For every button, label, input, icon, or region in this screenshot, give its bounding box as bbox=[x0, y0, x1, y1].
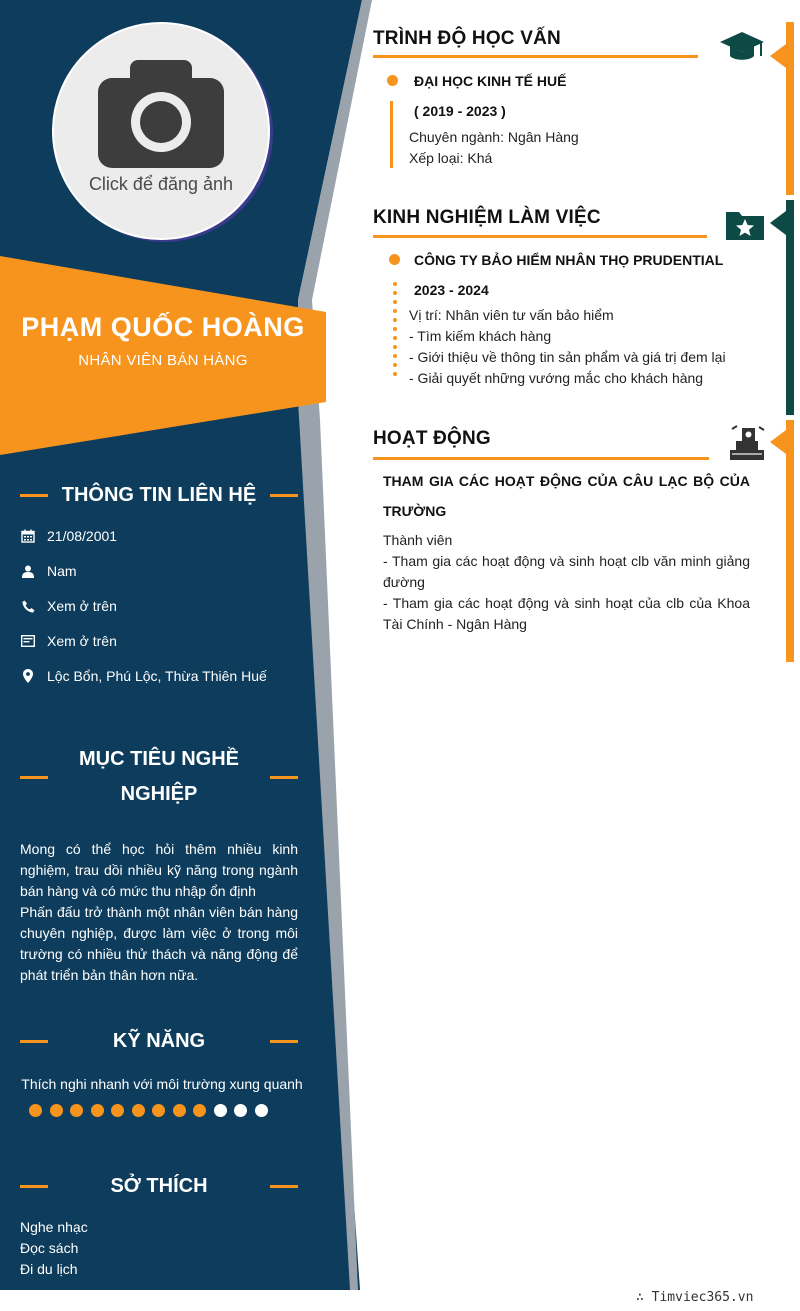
timeline-dot bbox=[393, 318, 397, 322]
location-icon bbox=[20, 668, 36, 684]
skill-dot bbox=[91, 1104, 104, 1117]
contact-gender bbox=[20, 563, 77, 579]
activity-entry bbox=[383, 466, 750, 635]
contact-address bbox=[20, 668, 267, 684]
phone-icon bbox=[20, 598, 36, 614]
job-title: NHÂN VIÊN BÁN HÀNG bbox=[78, 352, 248, 369]
objective-paragraph: Phấn đấu trở thành một nhân viên bán hàng chuyên nghiệp, được làm việc ở trong môi trường có nhiều thử thách và năng động để phát triển bản thân hơn nữa. bbox=[20, 904, 298, 983]
graduation-cap-icon bbox=[719, 30, 765, 64]
skill-dot bbox=[132, 1104, 145, 1117]
timeline-dots bbox=[393, 282, 397, 381]
calendar-icon bbox=[20, 528, 36, 544]
activity-role: Thành viên bbox=[383, 532, 453, 548]
career-objective bbox=[20, 839, 298, 986]
hobbies-heading-text: SỞ THÍCH bbox=[110, 1175, 208, 1197]
experience-line: Vị trí: Nhân viên tư vấn bảo hiểm bbox=[409, 307, 614, 323]
candidate-name: PHẠM QUỐC HOÀNG bbox=[21, 312, 305, 342]
heading-dash bbox=[270, 494, 298, 497]
heading-dash bbox=[270, 1185, 298, 1188]
brand-watermark: ∴ Timviec365.vn bbox=[636, 1290, 754, 1305]
experience-heading: KINH NGHIỆM LÀM VIỆC bbox=[373, 207, 601, 228]
heading-dash bbox=[20, 776, 48, 779]
activity-line: - Tham gia các hoạt động và sinh hoạt clb văn minh giảng đường bbox=[383, 553, 750, 590]
skill-dot bbox=[152, 1104, 165, 1117]
heading-dash bbox=[20, 1040, 48, 1043]
timeline-bullet bbox=[387, 75, 398, 86]
experience-period: 2023 - 2024 bbox=[414, 282, 489, 298]
timeline-line bbox=[390, 101, 393, 168]
contact-value: Xem ở trên bbox=[47, 633, 117, 649]
objective-paragraph: Mong có thể học hỏi thêm nhiều kinh nghiệm, trau dồi nhiều kỹ năng trong ngành bán hàng và có mức thu nhập ổn định bbox=[20, 841, 298, 899]
timeline-dot bbox=[393, 336, 397, 340]
school-name: ĐẠI HỌC KINH TẾ HUẾ bbox=[414, 73, 567, 89]
heading-dash bbox=[270, 776, 298, 779]
skill-name: Thích nghi nhanh với môi trường xung quanh bbox=[21, 1076, 303, 1092]
skills-heading bbox=[20, 1030, 298, 1053]
timeline-dot bbox=[393, 327, 397, 331]
education-grade: Xếp loại: Khá bbox=[409, 150, 493, 166]
contact-value: Nam bbox=[47, 563, 77, 579]
hobbies-list bbox=[20, 1217, 88, 1280]
timeline-dot bbox=[393, 291, 397, 295]
contact-birthday bbox=[20, 528, 117, 544]
timeline-dot bbox=[393, 300, 397, 304]
contact-heading-text: THÔNG TIN LIÊN HỆ bbox=[61, 484, 257, 506]
skill-dot bbox=[214, 1104, 227, 1117]
skill-dot bbox=[173, 1104, 186, 1117]
activities-heading: HOẠT ĐỘNG bbox=[373, 428, 491, 449]
skill-dot bbox=[29, 1104, 42, 1117]
user-icon bbox=[20, 563, 36, 579]
objective-heading-text: MỤC TIÊU NGHỀ NGHIỆP bbox=[79, 748, 239, 805]
skill-dot bbox=[255, 1104, 268, 1117]
heading-dash bbox=[20, 1185, 48, 1188]
objective-heading bbox=[20, 742, 298, 812]
contact-value: Xem ở trên bbox=[47, 598, 117, 614]
timeline-dot bbox=[393, 354, 397, 358]
section-underline bbox=[373, 55, 698, 58]
education-major: Chuyên ngành: Ngân Hàng bbox=[409, 129, 579, 145]
email-icon bbox=[20, 633, 36, 649]
skill-dot bbox=[111, 1104, 124, 1117]
contact-phone bbox=[20, 598, 117, 614]
heading-dash bbox=[20, 494, 48, 497]
section-underline bbox=[373, 235, 707, 238]
camera-icon bbox=[98, 58, 224, 168]
activity-line: - Tham gia các hoạt động và sinh hoạt của clb của Khoa Tài Chính - Ngân Hàng bbox=[383, 595, 750, 632]
education-period: ( 2019 - 2023 ) bbox=[414, 103, 506, 119]
experience-line: - Giới thiệu về thông tin sản phẩm và giá trị đem lại bbox=[409, 349, 726, 365]
podium-activity-icon bbox=[728, 424, 766, 462]
skills-heading-text: KỸ NĂNG bbox=[112, 1030, 206, 1052]
contact-email bbox=[20, 633, 117, 649]
section-underline bbox=[373, 457, 709, 460]
skill-dot bbox=[70, 1104, 83, 1117]
timeline-bullet bbox=[389, 254, 400, 265]
hobby-item: Nghe nhạc bbox=[20, 1219, 88, 1235]
skill-dot bbox=[50, 1104, 63, 1117]
activity-title: THAM GIA CÁC HOẠT ĐỘNG CỦA CÂU LẠC BỘ CỦA TRƯỜNG bbox=[383, 473, 750, 519]
photo-upload-label: Click để đăng ảnh bbox=[88, 174, 234, 194]
contact-heading bbox=[20, 484, 298, 507]
hobby-item: Đọc sách bbox=[20, 1240, 79, 1256]
experience-line: - Giải quyết những vướng mắc cho khách hàng bbox=[409, 370, 704, 386]
avatar-upload[interactable] bbox=[52, 22, 270, 240]
timeline-dot bbox=[393, 372, 397, 376]
timeline-dot bbox=[393, 363, 397, 367]
timeline-dot bbox=[393, 282, 397, 286]
contact-value: 21/08/2001 bbox=[47, 528, 118, 544]
heading-dash bbox=[270, 1040, 298, 1043]
skill-dot bbox=[193, 1104, 206, 1117]
skill-rating bbox=[29, 1104, 275, 1117]
timeline-dot bbox=[393, 309, 397, 313]
hobby-item: Đi du lịch bbox=[20, 1261, 78, 1277]
experience-line: - Tìm kiếm khách hàng bbox=[409, 328, 552, 344]
contact-value: Lộc Bổn, Phú Lộc, Thừa Thiên Huế bbox=[47, 668, 267, 684]
briefcase-star-icon bbox=[725, 208, 765, 241]
hobbies-heading bbox=[20, 1175, 298, 1198]
skill-dot bbox=[234, 1104, 247, 1117]
education-heading: TRÌNH ĐỘ HỌC VẤN bbox=[373, 28, 561, 49]
timeline-dot bbox=[393, 345, 397, 349]
company-name: CÔNG TY BẢO HIỂM NHÂN THỌ PRUDENTIAL bbox=[414, 252, 724, 268]
